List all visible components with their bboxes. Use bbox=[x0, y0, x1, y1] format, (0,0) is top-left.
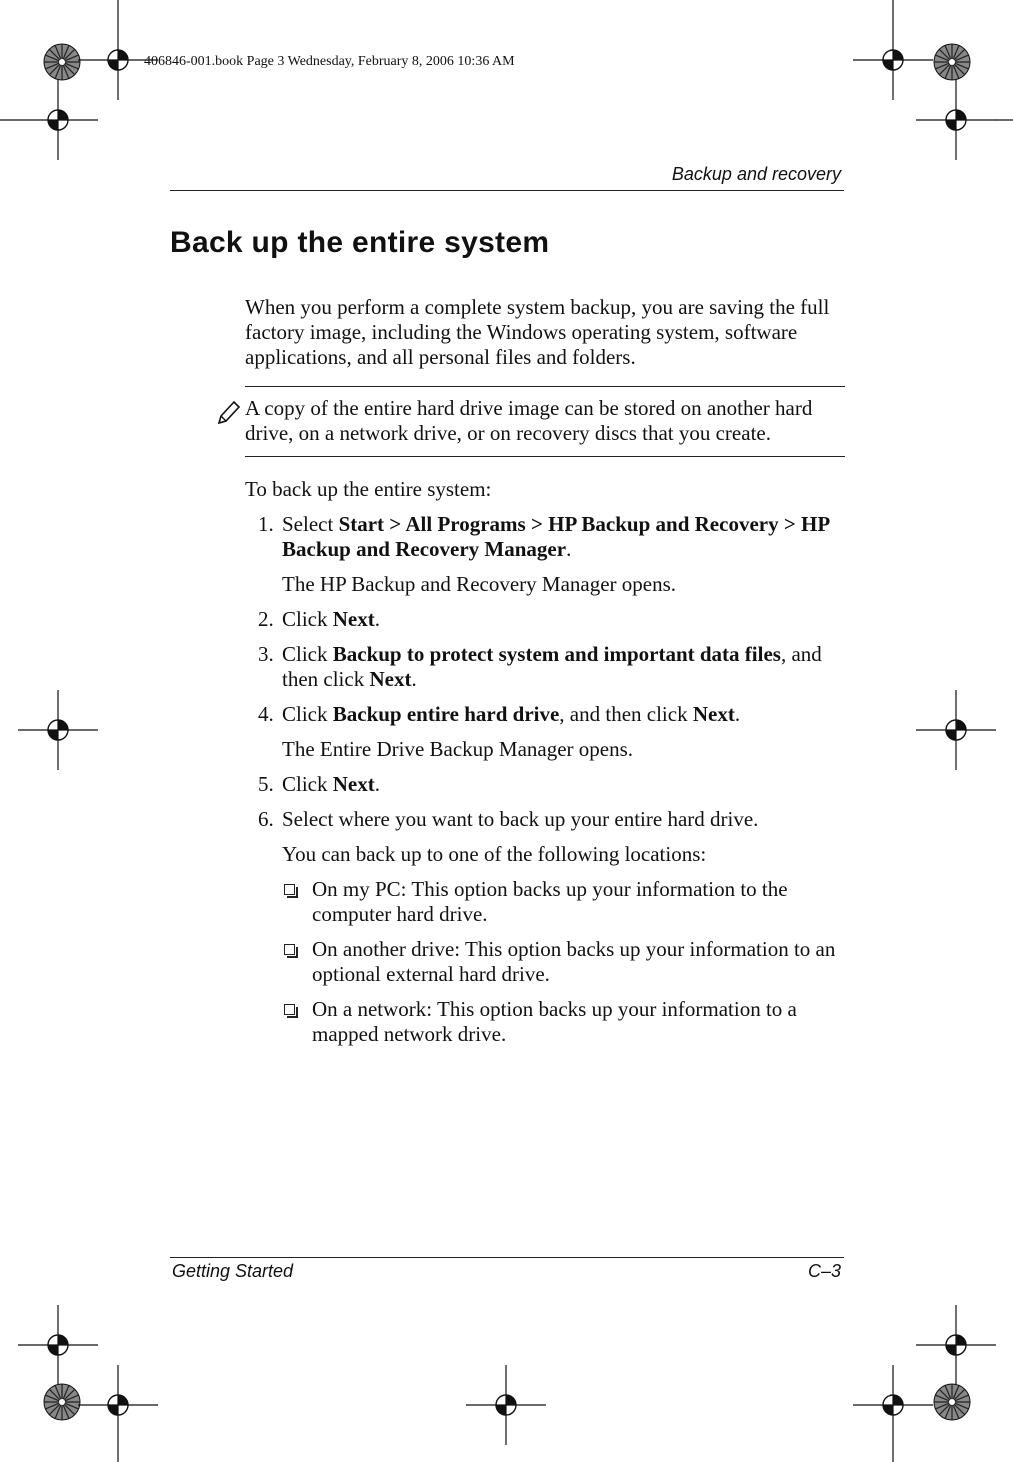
intro-paragraph: When you perform a complete system backup, you are saving the full factory image, including the Windows operating system, software applications, and all personal files and folders. bbox=[245, 295, 830, 369]
next-label: Next bbox=[332, 772, 375, 796]
star-target-bottom-left bbox=[44, 1384, 80, 1420]
menu-path: Start > All Programs > HP Backup and Recovery > HP Backup and Recovery Manager bbox=[282, 512, 830, 561]
pencil-note-icon bbox=[215, 399, 241, 427]
running-header: Backup and recovery bbox=[671, 164, 841, 184]
next-label: Next bbox=[692, 702, 735, 726]
registration-mark bbox=[853, 1365, 933, 1445]
page-title: Back up the entire system bbox=[170, 226, 550, 259]
registration-mark bbox=[18, 690, 98, 770]
backup-drive-label: Backup entire hard drive bbox=[332, 702, 560, 726]
checkbox-bullet-icon bbox=[284, 1004, 295, 1015]
star-target-top-right bbox=[934, 44, 970, 80]
registration-mark bbox=[916, 1305, 996, 1385]
registration-mark bbox=[466, 1365, 546, 1445]
footer-book-title: Getting Started bbox=[172, 1261, 294, 1281]
step-4: 4. Click Backup entire hard drive, and then click Next. bbox=[258, 702, 741, 726]
next-label: Next bbox=[369, 667, 412, 691]
next-label: Next bbox=[332, 607, 375, 631]
step-3: 3. Click Backup to protect system and important data files, and then click Next. bbox=[258, 642, 822, 691]
registration-mark bbox=[853, 20, 933, 100]
star-target-bottom-right bbox=[934, 1384, 970, 1420]
note-box bbox=[245, 386, 845, 457]
registration-mark bbox=[78, 1365, 158, 1445]
checkbox-bullet-icon bbox=[284, 944, 295, 955]
body-content bbox=[245, 295, 845, 1057]
steps-intro: To back up the entire system: bbox=[245, 477, 492, 501]
step-2: 2. Click Next. bbox=[258, 607, 380, 631]
step-6-detail: You can back up to one of the following locations: bbox=[282, 842, 707, 866]
location-item: On another drive: This option backs up your information to an optional external hard drive. bbox=[245, 937, 845, 987]
step-4-result: The Entire Drive Backup Manager opens. bbox=[282, 737, 634, 761]
print-slug: 406846-001.book Page 3 Wednesday, February 8, 2006 10:36 AM bbox=[144, 54, 515, 69]
registration-mark bbox=[18, 80, 98, 160]
header-rule bbox=[170, 190, 844, 191]
backup-option-label: Backup to protect system and important data files bbox=[332, 642, 781, 666]
step-1: 1. Select Start > All Programs > HP Backup and Recovery > HP Backup and Recovery Manager. bbox=[258, 512, 830, 561]
checkbox-bullet-icon bbox=[284, 884, 295, 895]
step-1-result: The HP Backup and Recovery Manager opens. bbox=[282, 572, 677, 596]
note-text: A copy of the entire hard drive image can be stored on another hard drive, on a network drive, or on recovery discs that you create. bbox=[245, 396, 813, 445]
location-item: On a network: This option backs up your information to a mapped network drive. bbox=[245, 997, 845, 1047]
footer-rule bbox=[170, 1257, 844, 1258]
location-item: On my PC: This option backs up your information to the computer hard drive. bbox=[245, 877, 845, 927]
step-5: 5. Click Next. bbox=[258, 772, 380, 796]
registration-mark bbox=[916, 80, 996, 160]
footer-page-number: C–3 bbox=[807, 1261, 841, 1281]
star-target-top-left bbox=[44, 44, 80, 80]
registration-mark bbox=[18, 1305, 98, 1385]
registration-mark bbox=[916, 690, 996, 770]
step-6: 6. Select where you want to back up your entire hard drive. bbox=[258, 807, 759, 831]
